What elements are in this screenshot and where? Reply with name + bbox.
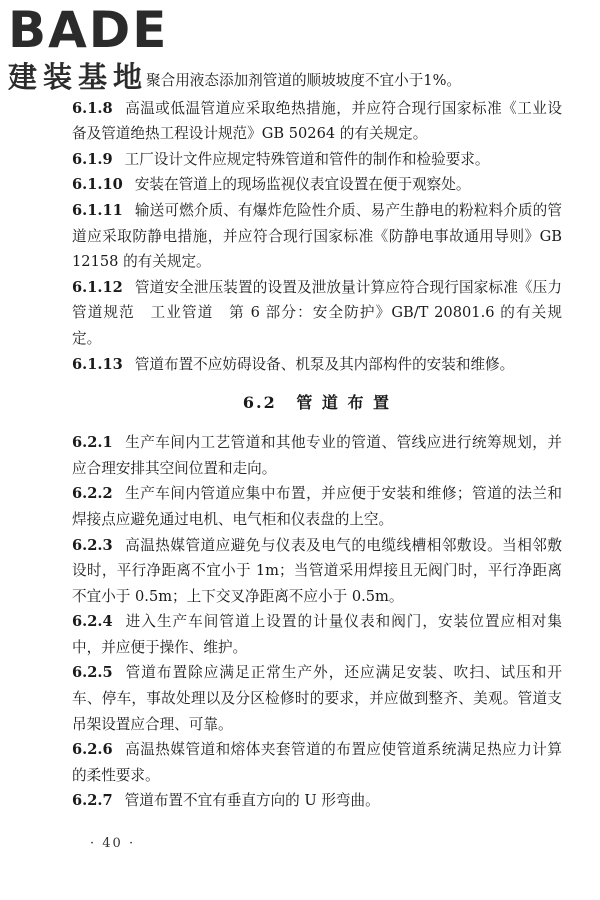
clause-6-2-2 [72, 481, 562, 532]
clause-number: 6.1.8 [72, 99, 113, 117]
clause-6-2-3 [72, 533, 562, 610]
clause-6-1-10 [72, 172, 562, 198]
section-heading [72, 391, 562, 415]
clause-number: 6.2.3 [72, 536, 113, 554]
page-body [72, 68, 562, 814]
clause-6-1-11 [72, 198, 562, 275]
clause-number: 6.1.12 [72, 278, 123, 296]
clause-text: 高温热媒管道和熔体夹套管道的布置应使管道系统满足热应力计算的柔性要求。 [72, 741, 562, 784]
clause-6-2-7 [72, 788, 562, 814]
clause-6-1-9 [72, 147, 562, 173]
clause-6-1-8 [72, 96, 562, 147]
logo-chinese: 建装基地 [8, 60, 149, 94]
clause-text: 管道布置不应妨碍设备、机泵及其内部构件的安装和维修。 [134, 355, 515, 373]
clause-number: 6.2.5 [72, 664, 113, 682]
clause-number: 6.1.9 [72, 150, 113, 168]
clause-number: 6.1.11 [72, 201, 123, 219]
clause-6-2-4 [72, 609, 562, 660]
clause-text: 高温热媒管道应避免与仪表及电气的电缆线槽相邻敷设。当相邻敷设时，平行净距离不宜小于 1m；当管道采用焊接且无阀门时，平行净距离不宜小于 0.5m；上下交叉净距离不应小于 0.5m。 [72, 536, 562, 605]
section-number: 6.2 [242, 393, 277, 413]
clause-text: 安装在管道上的现场监视仪表宜设置在便于观察处。 [134, 176, 471, 194]
clause-text: 工厂设计文件应规定特殊管道和管件的制作和检验要求。 [124, 150, 490, 168]
clause-6-2-1 [72, 430, 562, 481]
section-title: 管 道 布 置 [296, 393, 392, 413]
clause-text: 管道安全泄压装置的设置及泄放量计算应符合现行国家标准《压力管道规范 工业管道 第 6 部分：安全防护》GB/T 20801.6 的有关规定。 [72, 278, 562, 347]
clause-number: 6.2.7 [72, 792, 113, 810]
clause-list-6-2 [72, 430, 562, 814]
clause-text: 高温或低温管道应采取绝热措施，并应符合现行国家标准《工业设备及管道绝热工程设计规范》GB 50264 的有关规定。 [72, 99, 562, 143]
clause-list-6-1 [72, 96, 562, 378]
clause-number: 6.1.13 [72, 355, 123, 373]
logo-wordmark: BADE [8, 1, 169, 59]
clause-6-1-13 [72, 352, 562, 378]
clause-number: 6.1.10 [72, 176, 123, 194]
clause-6-2-5 [72, 660, 562, 737]
clause-number: 6.2.4 [72, 613, 113, 631]
page-number: · 40 · [90, 836, 136, 851]
clause-text: 进入生产车间管道上设置的计量仪表和阀门，安装位置应相对集中，并应便于操作、维护。 [72, 613, 562, 656]
clause-number: 6.2.2 [72, 485, 113, 503]
clause-text: 生产车间内工艺管道和其他专业的管道、管线应进行统筹规划，并应合理安排其空间位置和走向。 [72, 434, 562, 477]
clause-text: 管道布置不宜有垂直方向的 U 形弯曲。 [124, 792, 380, 810]
clause-6-1-12 [72, 275, 562, 352]
clause-text: 输送可燃介质、有爆炸危险性介质、易产生静电的粉粒料介质的管道应采取防静电措施，并应符合现行国家标准《防静电事故通用导则》GB 12158 的有关规定。 [72, 201, 562, 271]
continued-text: 聚合用液态添加剂管道的顺坡坡度不宜小于1%。 [146, 72, 462, 89]
clause-number: 6.2.1 [72, 434, 113, 452]
clause-number: 6.2.6 [72, 741, 113, 759]
clause-text: 生产车间内管道应集中布置，并应便于安装和维修；管道的法兰和焊接点应避免通过电机、电气柜和仪表盘的上空。 [72, 485, 562, 528]
clause-text: 管道布置除应满足正常生产外，还应满足安装、吹扫、试压和开车、停车，事故处理以及分区检修时的要求，并应做到整齐、美观。管道支吊架设置应合理、可靠。 [72, 664, 562, 733]
clause-6-2-6 [72, 737, 562, 788]
